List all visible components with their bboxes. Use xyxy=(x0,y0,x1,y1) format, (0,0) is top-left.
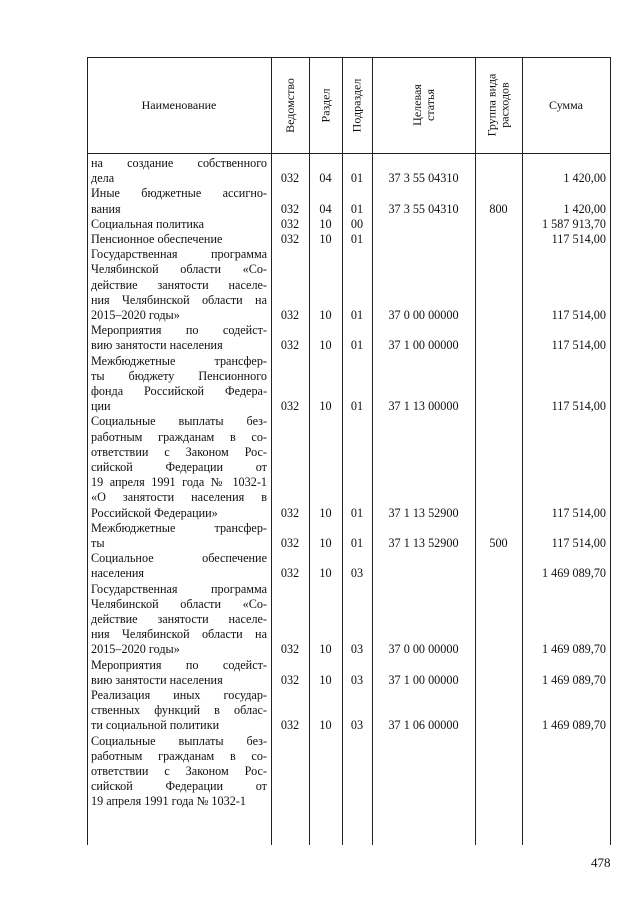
row-name-line: Российской Федерации» xyxy=(91,505,218,520)
cell-subsection: 01 xyxy=(350,338,364,353)
cell-section: 10 xyxy=(319,672,332,687)
cell-sum: 1 420,00 xyxy=(563,201,606,216)
row-name-line: действие занятости населе- xyxy=(91,277,267,292)
header-sum-label: Сумма xyxy=(549,97,583,112)
row-name-line: 2015–2020 годы» xyxy=(91,642,180,657)
row-name xyxy=(91,247,267,323)
row-name-line: ственных функций в облас- xyxy=(91,703,267,718)
cell-section: 10 xyxy=(319,505,332,520)
row-name-line: Социальные выплаты без- xyxy=(91,414,267,429)
cell-dept: 032 xyxy=(280,505,300,520)
cell-sum: 117 514,00 xyxy=(551,338,606,353)
cell-section: 10 xyxy=(319,399,332,414)
header-subsection xyxy=(342,57,372,153)
cell-sum: 117 514,00 xyxy=(551,308,606,322)
row-name-line: сийской Федерации от xyxy=(91,460,267,474)
row-name xyxy=(91,232,267,247)
cell-section: 10 xyxy=(319,308,332,322)
cell-dept: 032 xyxy=(280,566,300,581)
cell-subsection: 01 xyxy=(350,171,364,186)
header-section-label: Раздел xyxy=(318,88,333,122)
cell-subsection: 01 xyxy=(350,308,364,322)
row-name xyxy=(91,734,267,810)
header-exp-line2: расходов xyxy=(497,82,512,128)
row-name-line: Социальная политика xyxy=(91,216,205,231)
cell-target: 37 3 55 04310 xyxy=(388,201,459,216)
row-name-line: Реализация иных государ- xyxy=(91,688,267,702)
row-name-line: Челябинской области «Со- xyxy=(91,262,267,277)
cell-section: 10 xyxy=(319,536,332,550)
cell-sum: 117 514,00 xyxy=(551,232,606,246)
row-name-line: Межбюджетные трансфер- xyxy=(91,520,267,535)
header-target-line1: Целевая xyxy=(409,84,424,126)
cell-target: 37 1 00 00000 xyxy=(388,672,459,687)
cell-dept: 032 xyxy=(280,399,300,414)
header-name xyxy=(87,57,271,153)
row-name-line: Челябинской области «Со- xyxy=(91,596,267,611)
cell-section: 10 xyxy=(319,232,332,246)
cell-section: 04 xyxy=(319,201,332,216)
row-name-line: «О занятости населения в xyxy=(91,490,267,505)
row-name-line: работным гражданам в со- xyxy=(91,748,267,763)
cell-sum: 1 587 913,70 xyxy=(542,216,606,231)
cell-sum: 1 469 089,70 xyxy=(542,566,606,581)
cell-dept: 032 xyxy=(280,642,300,657)
cell-subsection: 03 xyxy=(350,642,364,657)
cell-dept: 032 xyxy=(280,718,300,733)
cell-subsection: 03 xyxy=(350,566,364,581)
cell-section: 10 xyxy=(319,216,332,231)
row-name-line: Пенсионное обеспечение xyxy=(91,232,223,246)
row-name-line: ции xyxy=(91,399,111,414)
row-name-line: ответствии с Законом Рос- xyxy=(91,764,267,778)
row-name-line: вания xyxy=(91,201,121,216)
cell-dept: 032 xyxy=(280,536,300,550)
cell-subsection: 03 xyxy=(350,672,364,687)
cell-target: 37 1 13 00000 xyxy=(388,399,459,414)
row-name xyxy=(91,688,267,734)
cell-dept: 032 xyxy=(280,216,300,231)
cell-target: 37 0 00 00000 xyxy=(388,642,459,657)
cell-sum: 1 469 089,70 xyxy=(542,718,606,733)
cell-section: 10 xyxy=(319,718,332,733)
row-name-line: сийской Федерации от xyxy=(91,779,267,794)
row-name xyxy=(91,582,267,658)
row-name xyxy=(91,414,267,520)
cell-subsection: 00 xyxy=(350,216,364,231)
cell-expense-group: 800 xyxy=(489,201,508,216)
cell-subsection: 01 xyxy=(350,232,364,246)
row-name-line: ния Челябинской области на xyxy=(91,627,267,642)
row-name xyxy=(91,551,267,581)
row-name-line: фонда Российской Федера- xyxy=(91,384,267,398)
cell-sum: 1 469 089,70 xyxy=(542,672,606,687)
row-name-line: Иные бюджетные ассигно- xyxy=(91,186,267,201)
cell-dept: 032 xyxy=(280,338,300,353)
header-section xyxy=(309,57,342,153)
cell-dept: 032 xyxy=(280,308,300,322)
row-name-line: Социальные выплаты без- xyxy=(91,733,267,748)
cell-subsection: 01 xyxy=(350,536,364,550)
cell-dept: 032 xyxy=(280,672,300,687)
header-expense-group xyxy=(475,57,522,153)
cell-target: 37 1 13 52900 xyxy=(388,505,459,520)
cell-subsection: 03 xyxy=(350,718,364,733)
row-name xyxy=(91,521,267,551)
row-name-line: 19 апреля 1991 года № 1032-1 xyxy=(91,794,246,809)
row-name-line: дела xyxy=(91,171,115,186)
cell-section: 10 xyxy=(319,566,332,581)
row-name-line: 2015–2020 годы» xyxy=(91,308,180,322)
cell-target: 37 1 13 52900 xyxy=(388,536,459,550)
row-name-line: Мероприятия по содейст- xyxy=(91,323,267,338)
cell-sum: 1 469 089,70 xyxy=(542,642,606,657)
row-name xyxy=(91,354,267,415)
row-name xyxy=(91,323,267,353)
row-name-line: ты бюджету Пенсионного xyxy=(91,368,267,383)
row-name xyxy=(91,658,267,688)
header-dept xyxy=(271,57,309,153)
row-name-line: Социальное обеспечение xyxy=(91,551,267,566)
header-name-label: Наименование xyxy=(141,97,217,112)
cell-subsection: 01 xyxy=(350,399,364,414)
page-number: 478 xyxy=(591,855,611,870)
header-sum xyxy=(522,57,610,153)
cell-sum: 117 514,00 xyxy=(551,536,606,550)
row-name-line: ответствии с Законом Рос- xyxy=(91,444,267,459)
budget-table xyxy=(87,57,611,845)
row-name-line: действие занятости населе- xyxy=(91,612,267,626)
cell-subsection: 01 xyxy=(350,201,364,216)
row-name xyxy=(91,217,267,232)
cell-target: 37 3 55 04310 xyxy=(388,171,459,186)
cell-dept: 032 xyxy=(280,171,300,186)
row-name-line: работным гражданам в со- xyxy=(91,429,267,444)
header-target xyxy=(372,57,475,153)
row-name-line: на создание собственного xyxy=(91,156,267,170)
row-name-line: вию занятости населения xyxy=(91,338,223,353)
cell-section: 10 xyxy=(319,642,332,657)
cell-section: 04 xyxy=(319,171,332,186)
cell-dept: 032 xyxy=(280,201,300,216)
row-name-line: Межбюджетные трансфер- xyxy=(91,353,267,368)
cell-sum: 1 420,00 xyxy=(563,171,606,186)
row-name xyxy=(91,156,267,186)
cell-sum: 117 514,00 xyxy=(551,399,606,414)
row-name-line: ти социальной политики xyxy=(91,718,220,733)
cell-section: 10 xyxy=(319,338,332,353)
cell-sum: 117 514,00 xyxy=(551,505,606,520)
header-target-line2: статья xyxy=(422,89,437,121)
cell-dept: 032 xyxy=(280,232,300,246)
cell-subsection: 01 xyxy=(350,505,364,520)
row-name-line: Государственная программа xyxy=(91,581,267,596)
row-name-line: населения xyxy=(91,566,145,581)
header-exp-line1: Группа вида xyxy=(484,73,499,137)
row-name-line: Государственная программа xyxy=(91,247,267,262)
row-name-line: 19 апреля 1991 года № 1032-1 xyxy=(91,475,267,490)
cell-expense-group: 500 xyxy=(489,536,508,550)
cell-target: 37 1 00 00000 xyxy=(388,338,459,353)
row-name-line: ты xyxy=(91,536,105,550)
row-name-line: ния Челябинской области на xyxy=(91,292,267,307)
row-name-line: Мероприятия по содейст- xyxy=(91,657,267,672)
cell-target: 37 1 06 00000 xyxy=(388,718,459,733)
header-subsection-label: Подраздел xyxy=(349,78,364,132)
row-name-line: вию занятости населения xyxy=(91,672,223,687)
cell-target: 37 0 00 00000 xyxy=(388,308,459,322)
header-dept-label: Ведомство xyxy=(282,77,297,133)
row-name xyxy=(91,186,267,216)
